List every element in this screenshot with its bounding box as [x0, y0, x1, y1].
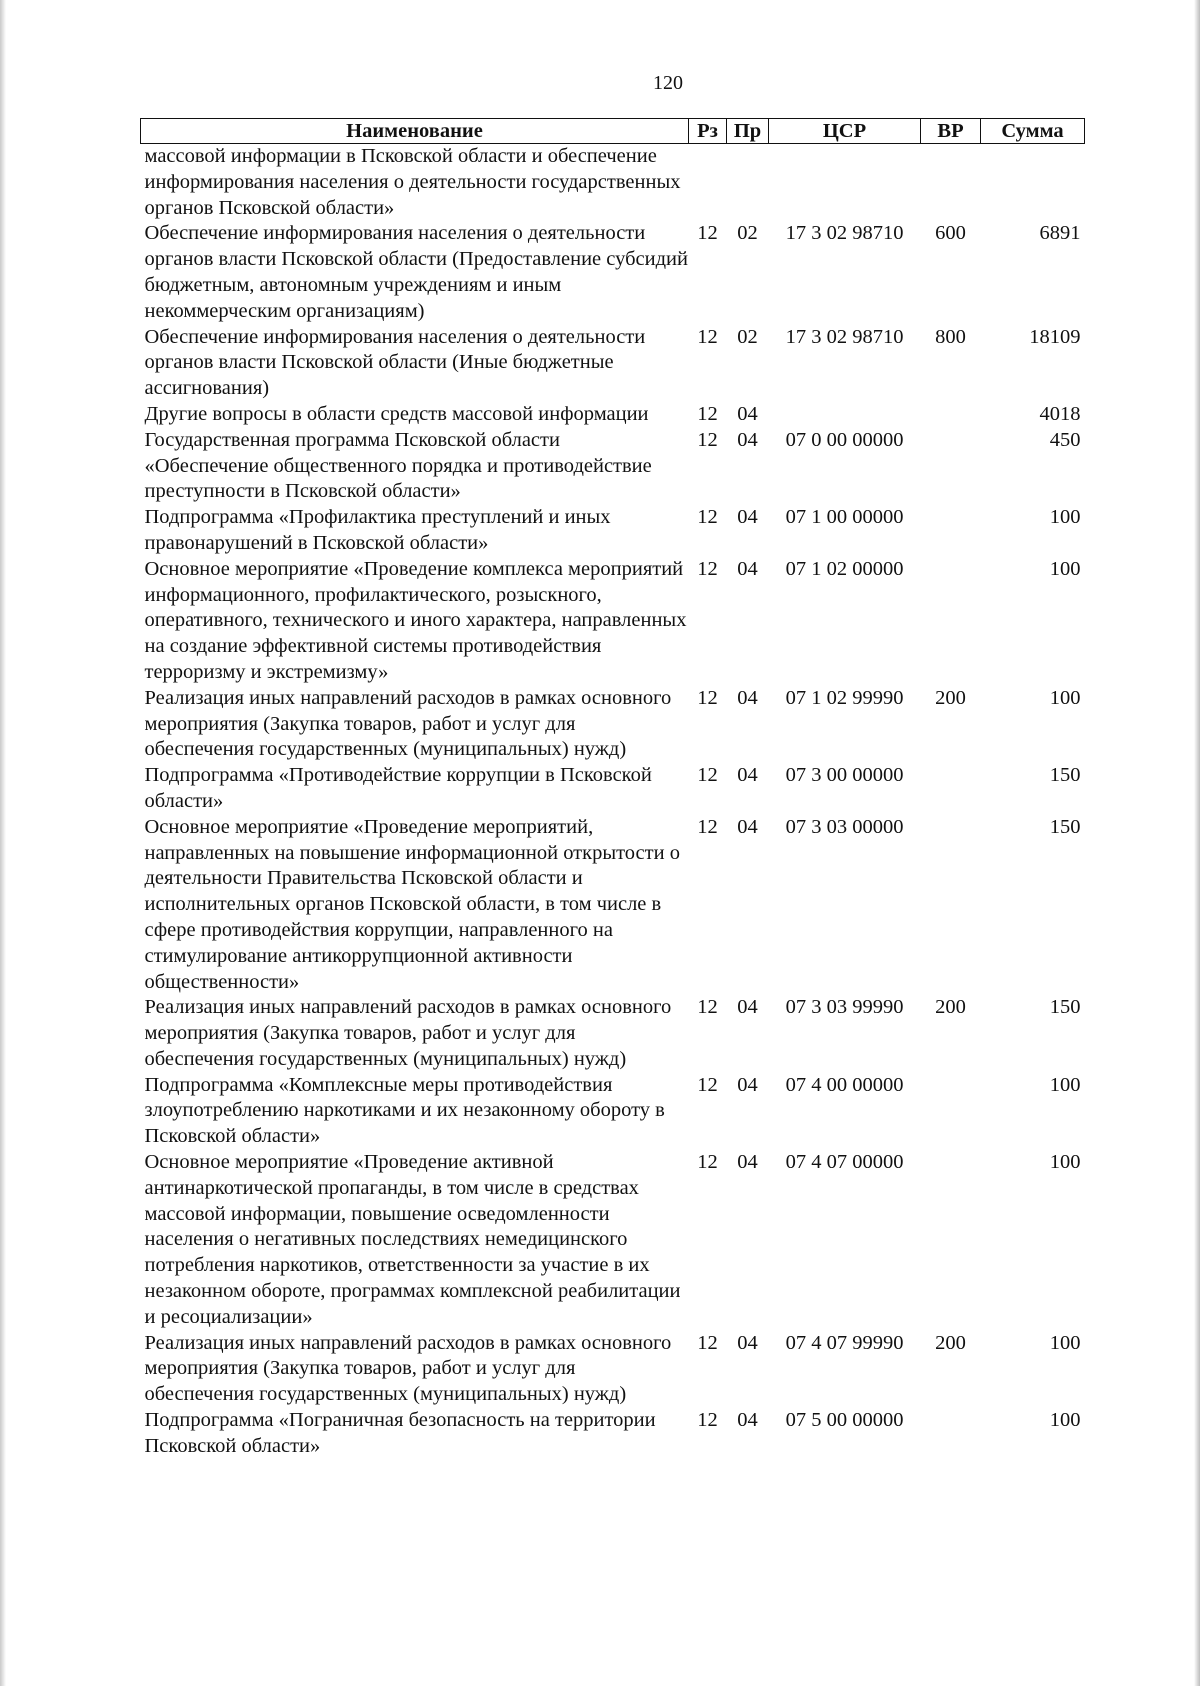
row-csr: 07 4 07 00000: [785, 1151, 904, 1174]
row-csr: 07 3 03 00000: [785, 815, 904, 838]
row-pr: 04: [737, 996, 758, 1019]
row-vr: [921, 144, 981, 222]
row-sum: 4018: [1039, 402, 1081, 425]
header-rz: Рз: [689, 119, 727, 144]
row-pr: 04: [737, 1331, 758, 1354]
row-name: Обеспечение информирования населения о деятельности органов власти Псковской области (Иные бюджетные ассигнования): [144, 325, 646, 400]
table-row: [141, 221, 1085, 324]
row-csr: [769, 402, 921, 428]
row-pr: 04: [737, 1073, 758, 1096]
row-rz: 12: [697, 815, 718, 838]
row-pr: 04: [737, 815, 758, 838]
row-name: Подпрограмма «Комплексные меры противодействия злоупотреблению наркотиками и их незаконному обороту в Псковской области»: [144, 1073, 665, 1148]
row-vr: 200: [935, 1331, 966, 1354]
row-pr: 04: [737, 557, 758, 580]
row-sum: 18109: [1029, 325, 1081, 348]
table-row: [141, 1073, 1085, 1150]
row-csr: 07 5 00 00000: [785, 1409, 904, 1432]
row-sum: 100: [1049, 1151, 1081, 1174]
row-pr: 02: [737, 222, 758, 245]
row-name: Основное мероприятие «Проведение мероприятий, направленных на повышение информационной открытости о деятельности Правительства Псковской области и исполнительных органов Псковской области, в том числе в сфере противодействия коррупции, направленного на стимулирование антикоррупционной активности общественности»: [144, 815, 680, 993]
row-rz: 12: [697, 222, 718, 245]
row-sum: 100: [1049, 1331, 1081, 1354]
table-header: [141, 119, 1085, 144]
row-pr: 04: [737, 1151, 758, 1174]
row-rz: 12: [697, 1073, 718, 1096]
header-name: Наименование: [141, 119, 689, 144]
row-rz: 12: [697, 506, 718, 529]
table-row: [141, 815, 1085, 996]
row-vr: 200: [935, 686, 966, 709]
row-rz: 12: [697, 557, 718, 580]
row-csr: 07 1 02 99990: [785, 686, 904, 709]
row-pr: 04: [737, 506, 758, 529]
row-rz: 12: [697, 1331, 718, 1354]
row-sum: 150: [1049, 815, 1081, 838]
table-row: [141, 144, 1085, 222]
row-sum: 150: [1049, 996, 1081, 1019]
row-csr: 07 1 00 00000: [785, 506, 904, 529]
row-csr: 07 0 00 00000: [785, 428, 904, 451]
row-csr: 07 3 00 00000: [785, 764, 904, 787]
header-sum: Сумма: [981, 119, 1085, 144]
table-body: [141, 144, 1085, 1460]
table-row: [141, 763, 1085, 815]
row-rz: 12: [697, 1409, 718, 1432]
row-pr: 04: [737, 686, 758, 709]
row-name: Обеспечение информирования населения о деятельности органов власти Псковской области (Предоставление субсидий бюджетным, автономным учреждениям и иным некоммерческим организациям): [144, 222, 688, 322]
table-row: [141, 995, 1085, 1072]
row-pr: 04: [737, 428, 758, 451]
header-csr: ЦСР: [769, 119, 921, 144]
row-rz: 12: [697, 325, 718, 348]
row-vr: [921, 1073, 981, 1150]
budget-table: [140, 118, 1085, 1460]
table-row: [141, 505, 1085, 557]
row-sum: 100: [1049, 1409, 1081, 1432]
row-name: массовой информации в Псковской области и обеспечение информирования населения о деятельности государственных органов Псковской области»: [144, 145, 681, 219]
row-rz: 12: [697, 996, 718, 1019]
header-pr: Пр: [727, 119, 769, 144]
row-name: Основное мероприятие «Проведение активной антинаркотической пропаганды, в том числе в средствах массовой информации, повышение осведомленности населения о негативных последствиях немедицинского потребления наркотиков, ответственности за участие в их незаконном обороте, программах комплексной реабилитации и ресоциализации»: [144, 1151, 681, 1328]
table-row: [141, 325, 1085, 402]
table-row: [141, 557, 1085, 686]
row-rz: [689, 144, 727, 222]
scan-left-edge: [0, 0, 6, 1686]
row-vr: [921, 428, 981, 505]
row-vr: [921, 505, 981, 557]
row-pr: 04: [737, 1409, 758, 1432]
table-row: [141, 1150, 1085, 1331]
row-name: Подпрограмма «Пограничная безопасность на территории Псковской области»: [144, 1409, 656, 1457]
page-number: 120: [653, 72, 683, 94]
row-sum: 100: [1049, 557, 1081, 580]
row-rz: 12: [697, 428, 718, 451]
row-name: Основное мероприятие «Проведение комплекса мероприятий информационного, профилактического, розыскного, оперативного, технического и иного характера, направленных на создание эффективной системы противодействия терроризму и экстремизму»: [144, 557, 687, 683]
row-name: Другие вопросы в области средств массовой информации: [144, 402, 649, 425]
table-row: [141, 428, 1085, 505]
row-sum: 150: [1049, 764, 1081, 787]
row-rz: 12: [697, 764, 718, 787]
row-vr: [921, 1408, 981, 1460]
row-sum: 6891: [1039, 222, 1081, 245]
row-vr: [921, 763, 981, 815]
row-csr: 17 3 02 98710: [785, 222, 904, 245]
row-vr: [921, 1150, 981, 1331]
row-name: Подпрограмма «Профилактика преступлений и иных правонарушений в Псковской области»: [144, 506, 611, 554]
row-rz: 12: [697, 402, 718, 425]
row-name: Подпрограмма «Противодействие коррупции в Псковской области»: [144, 764, 652, 812]
table-row: [141, 686, 1085, 763]
row-rz: 12: [697, 686, 718, 709]
row-vr: 600: [935, 222, 966, 245]
table-row: [141, 402, 1085, 428]
row-sum: [981, 144, 1085, 222]
row-vr: 800: [935, 325, 966, 348]
row-name: Реализация иных направлений расходов в рамках основного мероприятия (Закупка товаров, работ и услуг для обеспечения государственных (муниципальных) нужд): [144, 996, 672, 1070]
row-csr: 07 1 02 00000: [785, 557, 904, 580]
table-row: [141, 1408, 1085, 1460]
row-sum: 100: [1049, 506, 1081, 529]
row-sum: 100: [1049, 1073, 1081, 1096]
row-name: Реализация иных направлений расходов в рамках основного мероприятия (Закупка товаров, работ и услуг для обеспечения государственных (муниципальных) нужд): [144, 1331, 672, 1406]
header-row: [141, 119, 1085, 144]
row-vr: [921, 815, 981, 996]
row-name: Государственная программа Псковской области «Обеспечение общественного порядка и противодействие преступности в Псковской области»: [144, 428, 652, 503]
row-pr: 02: [737, 325, 758, 348]
row-csr: 07 4 07 99990: [785, 1331, 904, 1354]
row-csr: 07 3 03 99990: [785, 996, 904, 1019]
row-pr: [727, 144, 769, 222]
row-vr: [921, 557, 981, 686]
scan-right-edge: [1194, 0, 1200, 1686]
row-pr: 04: [737, 402, 758, 425]
row-csr: 17 3 02 98710: [785, 325, 904, 348]
table-row: [141, 1331, 1085, 1408]
row-sum: 100: [1049, 686, 1081, 709]
row-csr: [769, 144, 921, 222]
row-pr: 04: [737, 764, 758, 787]
row-name: Реализация иных направлений расходов в рамках основного мероприятия (Закупка товаров, работ и услуг для обеспечения государственных (муниципальных) нужд): [144, 686, 672, 761]
row-sum: 450: [1049, 428, 1081, 451]
row-vr: 200: [935, 996, 966, 1019]
row-csr: 07 4 00 00000: [785, 1073, 904, 1096]
row-rz: 12: [697, 1151, 718, 1174]
row-vr: [921, 402, 981, 428]
header-vr: ВР: [921, 119, 981, 144]
